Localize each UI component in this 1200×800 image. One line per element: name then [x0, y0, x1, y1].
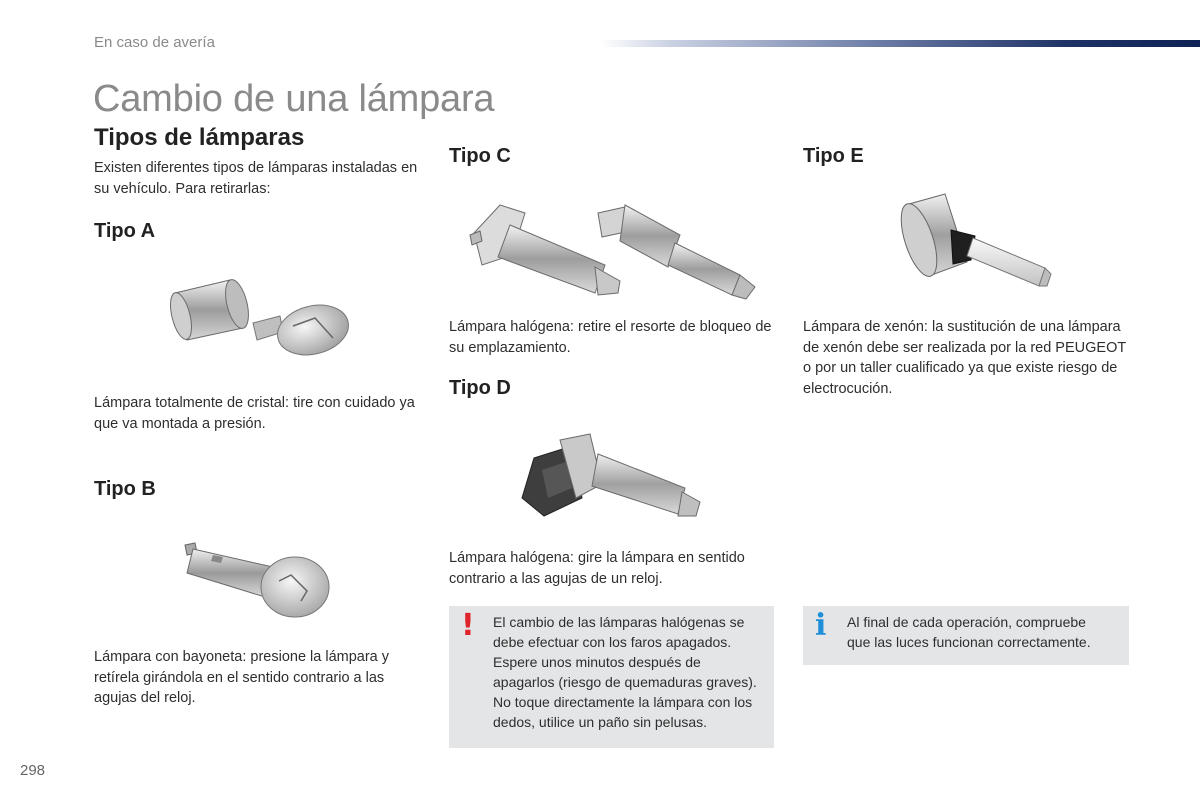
lamp-b-heading: Tipo B	[94, 478, 156, 500]
info-icon: i	[815, 608, 827, 643]
warning-note-line: debe efectuar con los faros apagados.	[493, 634, 732, 650]
lamp-a-heading: Tipo A	[94, 220, 156, 242]
lamp-e-heading: Tipo E	[803, 145, 864, 167]
section-label: En caso de avería	[94, 34, 215, 51]
warning-note-line: apagarlos (riesgo de quemaduras graves).	[493, 674, 757, 690]
warning-note-line: dedos, utilice un paño sin pelusas.	[493, 714, 708, 730]
lamp-e-text: Lámpara de xenón: la sustitución de una lámpara de xenón debe ser realizada por la red PEUGEOT o por un taller cualificado ya que existe riesgo de electrocución.	[803, 319, 1126, 397]
lamp-d-heading: Tipo D	[449, 377, 511, 399]
info-note-text	[847, 612, 1123, 652]
warning-note	[449, 606, 774, 748]
warning-note-line: El cambio de las lámparas halógenas se	[493, 614, 745, 630]
intro-text: Existen diferentes tipos de lámparas instaladas en su vehículo. Para retirarlas:	[94, 160, 418, 197]
lamp-e-illustration	[895, 190, 1055, 295]
info-note-line: Al final de cada operación, compruebe	[847, 614, 1086, 630]
page-number: 298	[20, 762, 46, 779]
page-title: Cambio de una lámpara	[93, 78, 495, 120]
lamp-b-illustration	[183, 535, 333, 625]
lamp-a-text: Lámpara totalmente de cristal: tire con cuidado ya que va montada a presión.	[94, 395, 415, 432]
warning-icon: !	[461, 608, 475, 643]
warning-note-line: Espere unos minutos después de	[493, 654, 701, 670]
lamp-d-illustration	[520, 428, 705, 528]
lamp-d-text: Lámpara halógena: gire la lámpara en sentido contrario a las agujas de un reloj.	[449, 550, 745, 587]
lamp-a-illustration	[165, 268, 355, 368]
lamp-c-illustration	[470, 195, 760, 310]
lamp-b-text: Lámpara con bayoneta: presione la lámpara y retírela girándola en el sentido contrario a las agujas del reloj.	[94, 649, 390, 706]
warning-note-line: No toque directamente la lámpara con los	[493, 694, 753, 710]
lamp-c-heading: Tipo C	[449, 145, 511, 167]
info-note-line: que las luces funcionan correctamente.	[847, 634, 1091, 650]
info-note	[803, 606, 1129, 665]
header-gradient-bar	[600, 40, 1200, 47]
warning-note-text	[493, 612, 768, 732]
lamp-c-text: Lámpara halógena: retire el resorte de bloqueo de su emplazamiento.	[449, 319, 772, 356]
section-heading: Tipos de lámparas	[94, 124, 305, 151]
